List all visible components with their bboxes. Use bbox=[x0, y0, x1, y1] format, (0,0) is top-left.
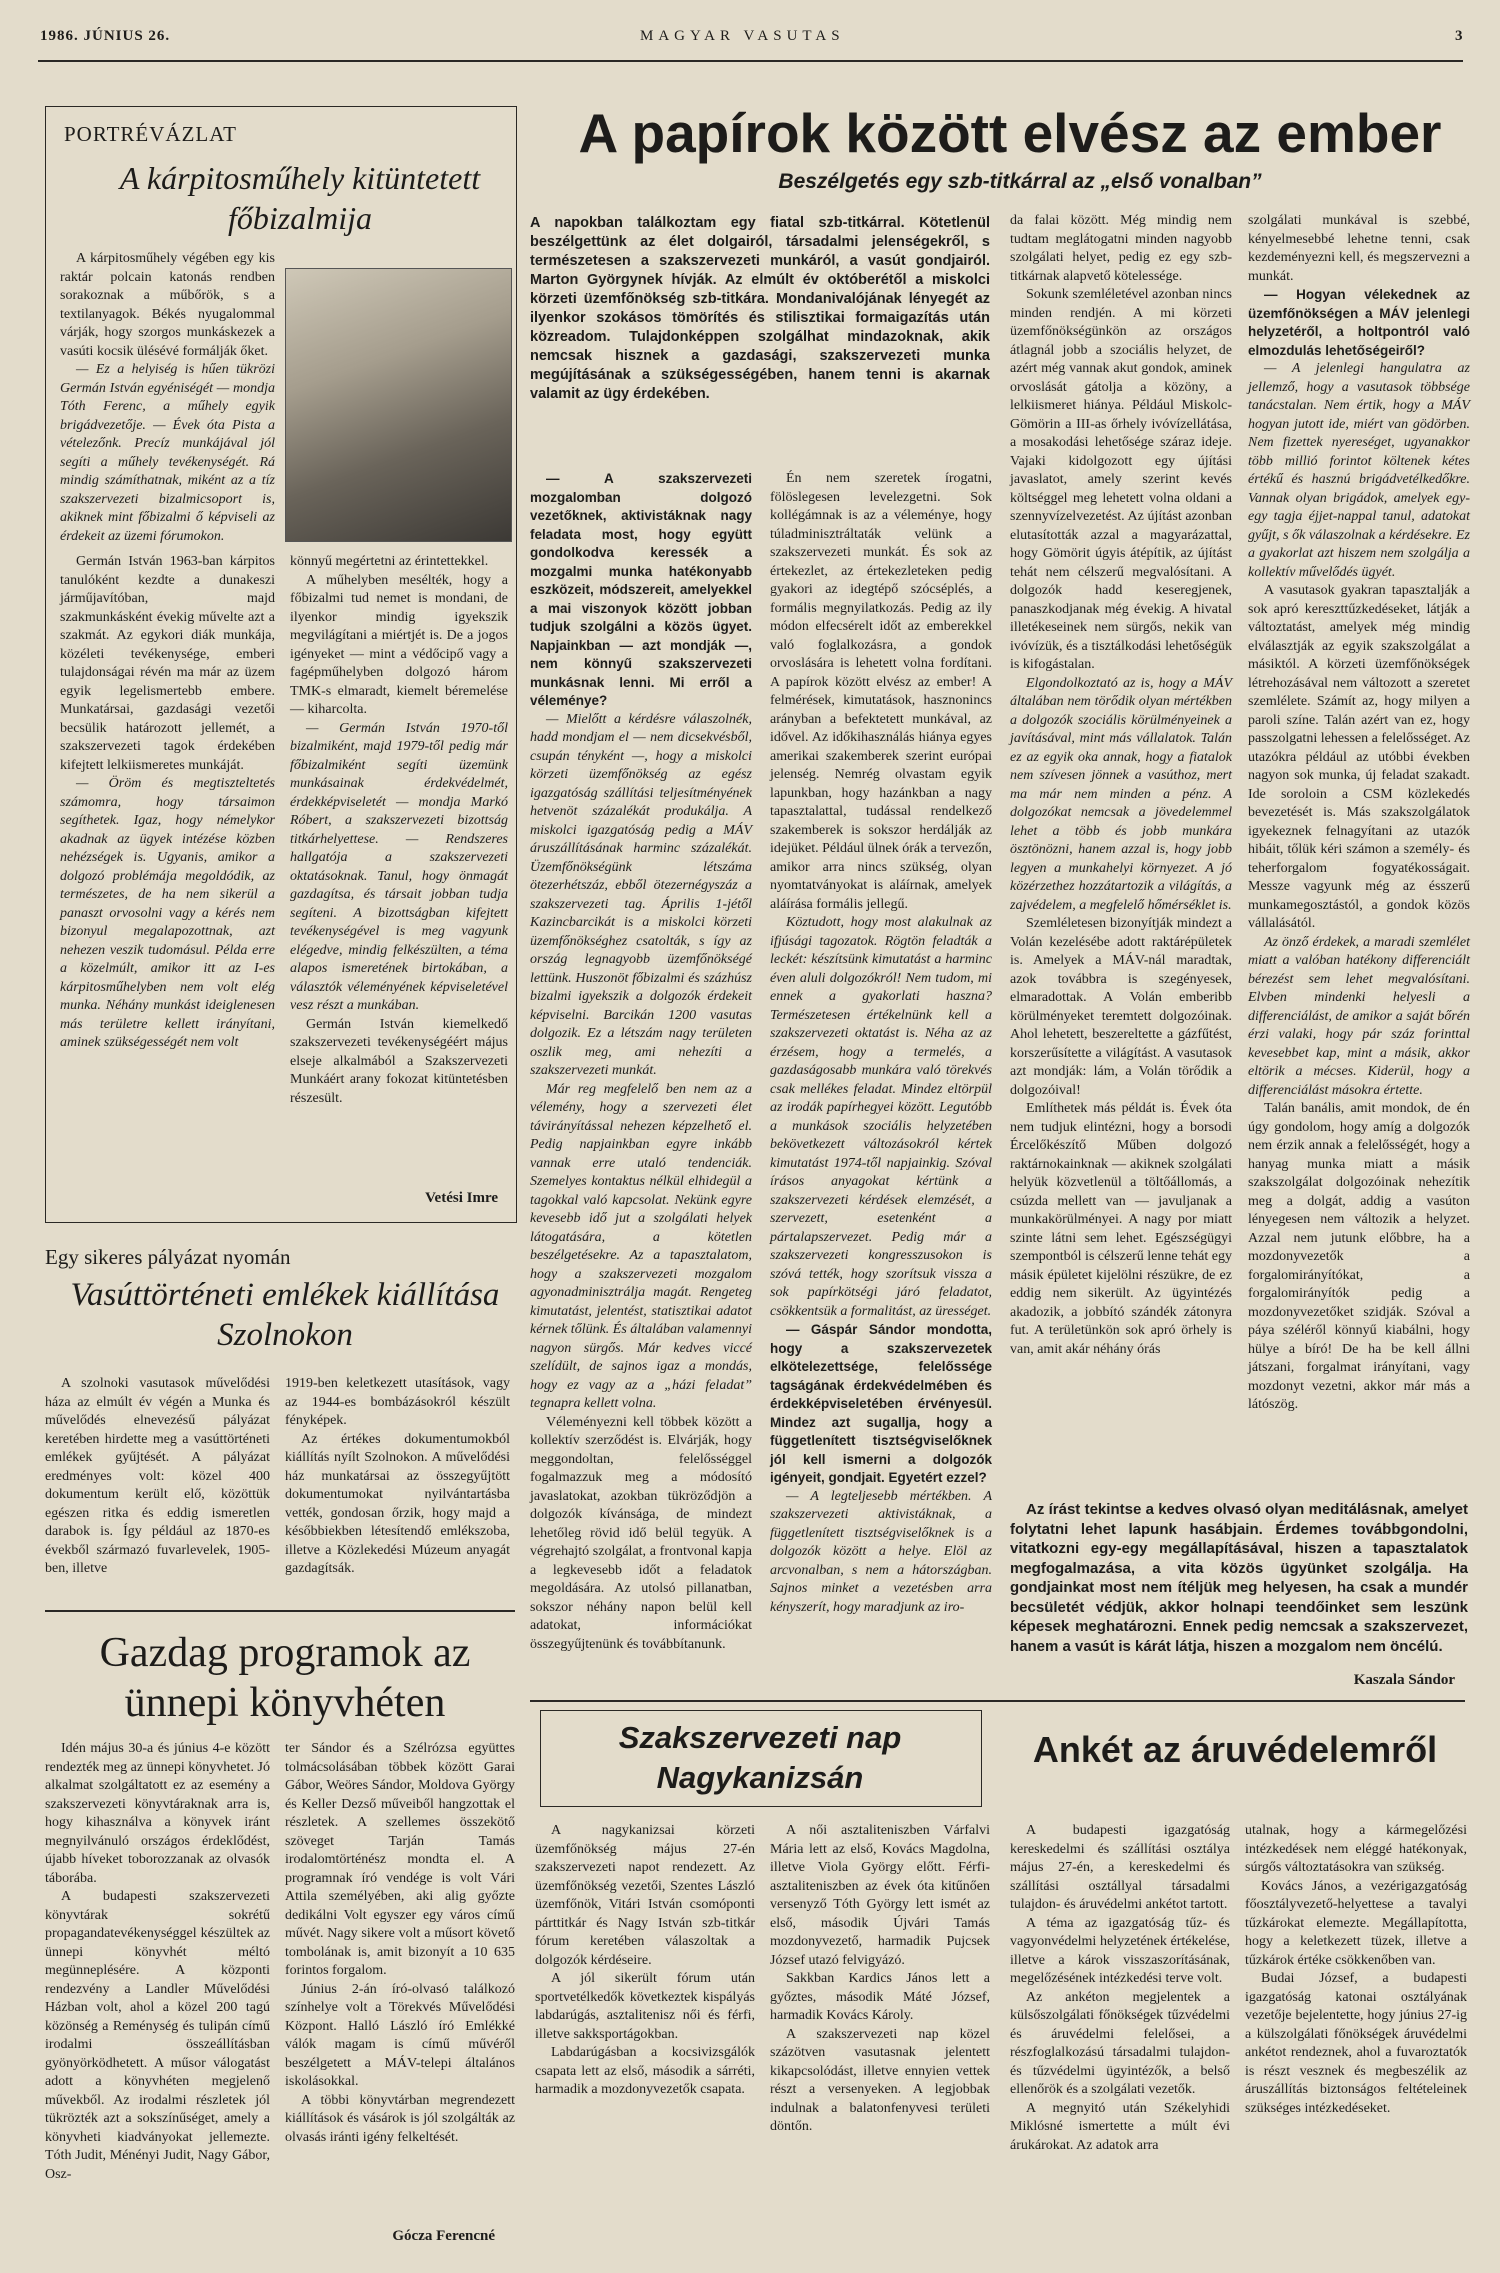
books-author: Gócza Ferencné bbox=[392, 2228, 495, 2244]
main-col-4 bbox=[1248, 212, 1470, 1474]
main-answer-11: Említhetek más példát is. Évek óta nem tudjuk elintézni, hogy a borsodi Ércelőkészítő Műben dolgozó raktárnokainknak — akiknek szolgálati helyük közvetlenül a töltőállomás, a csúzda mellett van — javuljanak a munkakörülményei. A nagy por miatt szinte látni sem lehet. Egészségügyi szempontból is célszerű lenne tehát egy másik épületet kijelölni részükre, de ez eddig nem sikerült. Az ügyintézés akadozik, a jobbító szándék zátonyra fut. A területünkön sok apró örhely is van, amit akár néhány órás bbox=[1010, 1101, 1232, 1357]
portrait-author: Vetési Imre bbox=[425, 1190, 498, 1206]
survey-p2: A téma az igazgatóság tűz- és vagyonvédelmi helyzetének értékelése, illetve a károk visszaszorításának, megelőzésének intézkedési terve volt. bbox=[1010, 1915, 1230, 1986]
books-p3: ter Sándor és a Szélrózsa együttes tolmácsolásában többek között Garai Gábor, Weöres Sándor, Moldova György és Keller Dezső műveiből hangzottak el részletek. A szellemes összekötő szöveget Tarján Tamás irodalomtörténész mondta el. A programnak író vendége is volt Vári Attila személyében, aki alig győzte dedikálni Volt egyszer egy város című művét. Nagy sikere volt a műsort követő tombolának is, amit bizonyít a 10 635 forintos forgalom. bbox=[285, 1741, 515, 1978]
union-day-p1: A nagykanizsai körzeti üzemfőnökség május 27-én szakszervezeti napot rendezett. Az üzemfőnökség vezetői, Szentes László üzemfőnök, Vitári István csomóponti párttitkár és Nagy István szb-titkár fórum keretében válaszoltak a dolgozók kérdéseire. bbox=[535, 1823, 755, 1968]
main-author: Kaszala Sándor bbox=[1353, 1672, 1455, 1688]
main-title: A papírok között elvész az ember bbox=[578, 102, 1442, 164]
exhibit-p1: A szolnoki vasutasok művelődési háza az elmúlt év végén a Munka és művelődés elnevezésű pályázat keretében hirdette meg a vasúttörténeti emlékek gyűjtését. A pályázat eredményes volt: közel 400 dokumentum került elő, közöttük egészen ritka és eddig ismeretlen darabok is. Így például az 1870-es évekből származó fuvarlevelek, 1905-ben, illetve bbox=[45, 1376, 270, 1576]
portrait-p4: — Öröm és megtiszteltetés számomra, hogy társaimon segíthetek. Igaz, hogy némelykor akadnak az ügyek intézése közben nehézségek is. Ugyanis, amikor a dolgozó problémája megoldódik, az természetes, de ha nem sikerül a panaszt orvosolni vagy a kérés nem bizonyul megalapozottnak, azt nehezen veszik tudomásul. Példa erre a közelmúlt, amikor itt az I-es kárpitosműhelyben nem volt elég munka. Néhány munkást ideiglenesen más területre kellett irányítani, aminek szükségességét nem volt bbox=[60, 776, 275, 1050]
main-answer-5: Köztudott, hogy most alakulnak az ifjúsági tagozatok. Rögtön feladták a leckét: készítsünk kimutatást a harminc éven aluli dolgozókról! Nem tudom, mi ennek a gyakorlati haszna? Természetesen értékelnünk kell a szakszervezeti oktatást is. Néha az az érzésem, hogy a termelés, a gazdaságosabb munkára való törekvés csak mellékes feladat. Mindez eltörpül az irodák papírhegyei között. Legutóbb a munkások szociális helyzetében bekövetkezett változásokról kértek kimutatást 1974-től napjainkig. Szóval írásos anyagokat kértünk a szakszervezeti kérdések elemzését, a szervezett, esetenként a pártalapszervezet. Pedig már a szakszervezeti kongresszusokon is szóvá tették, hogy szorítsuk vissza a sok papírkötségi járó feladatot, csökkentsük a formalitást, az ürességet. bbox=[770, 915, 992, 1319]
union-day-p2: A jól sikerült fórum után sportvetélkedők következtek kispályás labdarúgás, asztalitenisz női és férfi, illetve sakksportágokban. bbox=[535, 1971, 755, 2042]
exhibit-p2: 1919-ben keletkezett utasítások, vagy az 1944-es bombázásokról készült fényképek. bbox=[285, 1376, 510, 1428]
portrait-p6: A műhelyben mesélték, hogy a főbizalmi tud nemet is mondani, de ilyenkor mindig igyekszik megvilágítani a miértjét is. De a jogos igényeket — mint a védőcipő vagy a fagépműhelyben dolgozó három TMK-s elmaradt, kiemelt béremelése — kiharcolta. bbox=[290, 572, 508, 717]
portrait-kicker: PORTRÉVÁZLAT bbox=[64, 122, 237, 146]
header-page-number: 3 bbox=[1455, 28, 1464, 44]
exhibit-title: Vasúttörténeti emlékek kiállítása Szolnokon bbox=[70, 1277, 500, 1353]
main-question-2: — Gáspár Sándor mondotta, hogy a szakszervezetek elkötelezettsége, felelőssége tagságának érdekvédelmében és érdekképviseletében érvényesül. Mindez azt sugallja, hogy a függetlenített tisztségviselőknek jól kell ismerni a dolgozók igényeit, gondjait. Egyetért ezzel? bbox=[770, 1322, 992, 1485]
survey-col-2 bbox=[1245, 1822, 1467, 2262]
main-answer-7: da falai között. Még mindig nem tudtam meglátogatni minden nagyobb szolgálati helyet, pedig ez egy szb-titkárnak alapvető kötelessége. bbox=[1010, 213, 1232, 284]
main-answer-16: Talán banális, amit mondok, de én úgy gondolom, hogy amíg a dolgozók nem érzik annak a felelősségét, hogy a hanyag munka miatt a másik szakszolgálat dolgozóinak nehezítik meg a dolgát, addig a vasúton lényegesen nem változik a helyzet. Azzal nem jutunk előbbre, ha a mozdonyvezetők a forgalomirányítókat, a forgalomirányítók pedig a mozdonyvezetőket szidják. Szóval a páya széléről könnyű kiabálni, hogy hülye a bíró! De ha be kell állni játszani, forgalmat irányítani, vagy mozdonyt vezetni, akkor már más a látószög. bbox=[1248, 1101, 1470, 1412]
union-day-col-1 bbox=[535, 1822, 755, 2262]
union-day-col-2 bbox=[770, 1822, 990, 2262]
exhibit-col-1 bbox=[45, 1375, 270, 1595]
portrait-p2: — Ez a helyiség is hűen tükrözi Germán István egyéniségét — mondja Tóth Ferenc, a műhely egyik brigádvezetője. — Évek óta Pista a vételezőnk. Precíz munkájával jól segíti a műhely tevékenységét. Rá mindig számíthatnak, miként az a tíz szakszervezeti bizalmicsoport is, akiknek mint főbizalmi ő képviseli az érdekeit az üzemi fórumokon. bbox=[60, 362, 275, 544]
survey-p6: Kovács János, a vezérigazgatóság főosztályvezető-helyettese a tavalyi tűzkárokat elemezte. Megállapította, hogy a keletkezett tüzek, illetve a tűzkárok értéke csökkenőben van. bbox=[1245, 1878, 1467, 1968]
union-day-p3: Labdarúgásban a kocsivizsgálók csapata lett az első, második a sárréti, harmadik a mozdonyvezetők csapata. bbox=[535, 2045, 755, 2097]
main-answer-6: — A legteljesebb mértékben. A szakszervezeti aktivistáknak, a függetlenített tisztségviselőknek is a dolgozók között a helye. Elöl az arcvonalban, s nem a hátországban. Sajnos minket a vezetésben arra kényszerít, hogy maradjunk az iro- bbox=[770, 1488, 992, 1615]
main-answer-12: szolgálati munkával is szebbé, kényelmesebbé lehetne tenni, csak kezdeményezni kell, és megszervezni a munkát. bbox=[1248, 213, 1470, 284]
main-answer-4: Én nem szeretek írogatni, fölöslegesen levelezgetni. Sok kollégámnak is az a véleménye, hogy túladminisztráltaták velünk a szakszervezeti munkát. És sok az értekezlet, az értekezleteken pedig gyakori az idegtépő szócséplés, a formális megnyilatkozás. Pedig az ily módon elfecsérelt időt az emberekkel való foglalkozásra, a gondok orvoslására is lehetett volna fordítani. A papírok között elvész az ember! A felmérések, kimutatások, hasznonincs arányban a befektetett munkával, az idővel. Az időkihasználás hiánya egyes amerikai szakemberek szerint európai jelenség. Nemrég olvastam egyik lapunkban, hogy hazánkban a nagy tapasztalattal, tudással rendelkező szakemberek is sokszor herdálják az idejüket. Például ülnek órák a tervezőn, amikor arra nincs szükség, olyan nyomtatványokat is aláírnak, amelyek aláírása formális jellegű. bbox=[770, 471, 992, 912]
books-p1: Idén május 30-a és június 4-e között rendezték meg az ünnepi könyvhetet. Jó alkalmat szolgáltatott ez az esemény a szakszervezeti könyvtáraknak arra is, hogy kihasználva a könyvek iránt megnyilvánuló országos érdeklődést, újabb híveket toborozzanak az olvasók táborába. bbox=[45, 1741, 270, 1886]
main-answer-2: Már reg megfelelő ben nem az a vélemény, hogy a szervezeti élet távirányítással nehezen képzelhető el. Pedig napjainkban egyre inkább vannak erre utaló tendenciák. Szemelyes kontaktus nélkül elhidegül a tagokkal való kapcsolat. Nekünk egyre kevesebb idő jut a szolgálati helyek látogatására, a kötetlen beszélgetésekre. Az a tapasztalatom, hogy a szakszervezeti mozgalom agyonadminisztrálja magát. Rengeteg kimutatást, jelentést, statisztikai adatot kérnek tőlünk. És általában valamennyi nagyon sürgős. Már kedves viccé szelídült, de sajnos igaz a mondás, hogy ez vagy az a „házi feladat” tegnapra kellett volna. bbox=[530, 1081, 752, 1411]
union-day-p6: A szakszervezeti nap közel százötven vasutasnak jelentett kikapcsolódást, illetve ennyien vettek részt a versenyeken. A legjobbak indulnak a balatonfenyvesi területi döntőn. bbox=[770, 2026, 990, 2134]
main-question-1: — A szakszervezeti mozgalomban dolgozó vezetőknek, aktivistáknak nagy feladata most, hogy együtt gondolkodva keressék a mozgalmi munka hatékonyabb eszközeit, módszereit, amelyekkel a mai viszonyok között jobban tudjuk szolgálni a közös ügyet. Napjainkban — azt mondják —, nem könnyű szakszervezeti munkásnak lenni. Mi erről a véleménye? bbox=[530, 471, 752, 708]
portrait-text-3 bbox=[290, 553, 508, 1188]
survey-p5: utalnak, hogy a kármegelőzési intézkedések nem eléggé hatékonyak, súrgős változtatásokra van szükség. bbox=[1245, 1823, 1467, 1875]
main-col-3 bbox=[1010, 212, 1232, 1474]
portrait-p7: — Germán István 1970-től bizalmiként, majd 1979-től pedig már főbizalmiként segíti üzemünk munkásainak érdekvédelmét, érdekképviseletét — mondja Markó Róbert, a szakszervezeti bizottság titkárhelyettese. — Rendszeres hallgatója a szakszervezeti oktatásoknak. Tanul, hogy önmagát gazdagítsa, és társait jobban tudja segíteni. A bizottságban kifejtett tevékenységével is meg vagyunk elégedve, mindig felkészülten, a téma alapos ismeretének birtokában, a választók véleményének képviseletével vesz részt a munkában. bbox=[290, 720, 508, 1013]
exhibit-kicker: Egy sikeres pályázat nyomán bbox=[45, 1245, 291, 1269]
main-answer-1: — Mielőtt a kérdésre válaszolnék, hadd mondjam el — nem dicsekvésből, csupán tényként —, hogy a miskolci körzeti üzemfőnökség az egész igazgatóság szállítási teljesítményének hetvenöt százalékát produkálja. A miskolci igazgatóság pedig a MÁV áruszállításának harminc százalékát. Üzemfőnökségünk létszáma ötezerhétszáz, ebből ötezernégyszáz a szakszervezeti tag. Április 1-jétől Kazincbarcikát is a miskolci körzeti üzemfőnökséghez csatolták, s így az ország legnagyobb üzemfőnökségé lettünk. Huszonöt főbizalmi és százhúsz bizalmi igyekszik a dolgozók érdekeit képviselni. Barcikán 1200 vasutas dolgozik. Ez a létszám nagy területen oszlik meg, ami nehezíti a szakszervezeti munkát. bbox=[530, 711, 752, 1078]
main-answer-8: Sokunk szemléletével azonban nincs minden rendjén. A mi körzeti üzemfőnökségünkön az országos átlagnál jobb a szociális helyzet, de azért még vannak akut gondok, aminek orvoslását gátolja a közöny, a lelkiismeret hiánya. Például Miskolc-Gömörin a III-as őrhely ivóvízellátása, a mosakodási lehetősége száraz ideje. Vajaki kidolgozott egy újítási javaslatot, amely szerint kevés költséggel meg lehetett volna oldani a szennyvízelvezetést. Az újítást azonban elutasították azzal a magyarázattal, hogy Gömörit úgyis átépítik, az újítást tehát nem célszerű megvalósítani. A dolgozók hadd keseregjenek, panaszkodjanak még évekig. A hivatal illetékeseinek nem sürgős, nekik van ivóvízük, és a tisztálkodási lehetőségük is kifogástalan. bbox=[1010, 287, 1232, 672]
books-p4: Június 2-án író-olvasó találkozó színhelye volt a Törekvés Művelődési Központ. Halló László író Emlékké válók magam is című művéről beszélgetett a MÁV-telepi általános iskolásokkal. bbox=[285, 1981, 515, 2089]
main-answer-15: Az önző érdekek, a maradi szemlélet miatt a valóban hatékony differenciált bérezést sem lehet megvalósítani. Elvben mindenki helyesli a differenciálást, de amikor a saját bőrén érzi valaki, hogy pár száz forinttal kevesebbet kap, mint a másik, akkor eltörik a mécses. Kiderül, hogy a differenciálást másokra értette. bbox=[1248, 934, 1470, 1098]
union-day-p4: A női asztaliteniszben Várfalvi Mária lett az első, Kovács Magdolna, illetve Viola György előtt. Férfi-asztaliteniszben az évek óta kitűnően versenyző Tóth György lett ismét az első, második Újvári Tamás mozdonyvezető, harmadik Pujcsek József utazó felvigyázó. bbox=[770, 1823, 990, 1968]
portrait-text-2 bbox=[60, 553, 275, 1198]
portrait-photo bbox=[285, 268, 512, 542]
portrait-p1: A kárpitosműhely végében egy kis raktár polcain katonás rendben sorakoznak a műbőrök, s a textilanyagok. Békés nyugalommal várják, hogy szorgos munkáskezek a vasúti kocsik ülésévé formálják őket. bbox=[60, 251, 275, 359]
header-paper-name: MAGYAR VASUTAS bbox=[640, 28, 845, 44]
portrait-text-1 bbox=[60, 250, 275, 544]
portrait-title: A kárpitosműhely kitüntetett főbizalmija bbox=[119, 160, 481, 236]
portrait-p5: könnyű megértetni az érintettekkel. bbox=[290, 554, 489, 569]
survey-p7: Budai József, a budapesti igazgatóság katonai osztályának vezetője bejelentette, hogy június 27-ig a külszolgálati főnökségek áruvédelmi ankétot rendeznek, ahol a fuvaroztatók is részt vesznek és megbeszélik az áruszállítás biztonságos feltételeinek szükséges intézkedéseket. bbox=[1245, 1971, 1467, 2116]
books-col-2 bbox=[285, 1740, 515, 2220]
exhibit-p3: Az értékes dokumentumokból kiállítás nyílt Szolnokon. A művelődési ház munkatársai az összegyűjtött dokumentumokat nyilvántartásba vették, gondosan őrzik, hogy majd a későbbiekben létesítendő emlékszoba, illetve a Közlekedési Múzeum anyagát gazdagítsák. bbox=[285, 1431, 510, 1576]
survey-p4: A megnyitó után Székelyhidi Miklósné ismertette a múlt évi árukárokat. Az adatok arra bbox=[1010, 2100, 1230, 2153]
main-bottom-rule bbox=[530, 1700, 1465, 1702]
header-date: 1986. JÚNIUS 26. bbox=[40, 28, 171, 44]
main-col-1 bbox=[530, 470, 752, 1652]
books-p5: A többi könyvtárban megrendezett kiállítások és vásárok is jól szolgálták az olvasás iránti igény felkeltését. bbox=[285, 2092, 515, 2145]
main-subtitle: Beszélgetés egy szb-titkárral az „első vonalban” bbox=[778, 170, 1262, 193]
header-rule bbox=[38, 60, 1463, 62]
portrait-p8: Germán István kiemelkedő szakszervezeti tevékenységéért május elseje alkalmából a Szakszervezeti Munkáért arany fokozat kitüntetésben részesült. bbox=[290, 1016, 508, 1106]
books-p2: A budapesti szakszervezeti könyvtárak sokrétű propagandatevékenységgel készültek az ünnepi könyvhét méltó megünneplésére. A központi rendezvény a Landler Művelődési Házban volt, ahol a közel 200 tagú közönség a Reménység és tulipán című irodalmi összeállításban gyönyörködhetett. A műsor válogatást adott a könyvhéten megjelenő művekből. Az irodalmi részletek jól tükrözték azt a sokszínűséget, amely a könyvheti kiadványokat jellemezte. Tóth Judit, Ménényi Judit, Nagy Gábor, Osz- bbox=[45, 1889, 270, 2182]
main-answer-13: — A jelenlegi hangulatra az jellemző, hogy a vasutasok többsége tanácstalan. Nem értik, hogy a MÁV hogyan jutott ide, miért van gödörben. Nem fizettek nyereséget, ugyanakkor több millió forintot költenek kétes értékű és hasznú brigádvetélkedőkre. Vannak olyan brigádok, amelyek egy-egy tagja éjjet-nappal tanul, adatokat gyűjt, s ők válaszolnak a kérdésekre. Ez a gyakorlat azt hiszem nem szolgálja a kollektív művelődés ügyét. bbox=[1248, 361, 1470, 580]
survey-title: Ankét az áruvédelemről bbox=[1032, 1729, 1438, 1770]
main-answer-3: Véleményezni kell többek között a kollektív szerződést is. Elvárják, hogy meggondoltan, felelősséggel fogalmazzuk meg a módosító javaslatokat, azokban tükröződjön a dolgozók kívánsága, de mindezt lehetőleg rövid idő belül tegyük. A végrehajtó szolgálat, a frontvonal kapja a legkevesebb időt a feladatok megoldására. Az utolsó pillanatban, sokszor néhány napon belül kell adatokat, információkat összegyűjtenünk és továbbítanunk. bbox=[530, 1414, 752, 1652]
portrait-p3: Germán István 1963-ban kárpitos tanulóként kezdte a dunakeszi járműjavítóban, majd szakmunkásként évekig művelte azt a szakmát. Az egykori diák munkája, közéleti tevékenysége, emberi tulajdonságai révén ma már az üzem egyik legelismertebb embere. Munkatársai, gazdasági vezetői becsülik határozott jellemét, a szakszervezeti tagok érdekében kifejtett lelkiismeretes munkáját. bbox=[60, 554, 275, 773]
main-col-2 bbox=[770, 470, 992, 1620]
exhibit-col-2 bbox=[285, 1375, 510, 1595]
main-lead: A napokban találkoztam egy fiatal szb-titkárral. Kötetlenül beszélgettünk az élet dolgairól, társadalmi jelenségekről, s természetesen a szakszervezeti munkáról, a vasút gondjairól. Marton Györgynek hívják. Az elmúlt év októberétől a miskolci körzeti üzemfőnökség szb-titkára. Mondanivalójának lényegét az ilyenkor szokásos tömörítés és stilisztikai formaigazítás után közreadom. Tulajdonképpen szolgálhat mindazoknak, akik nemcsak hisznek a gazdasági, szakszervezeti munka megújításának a szükségességében, hanem tenni is akarnak valamit az ügy érdekében. bbox=[530, 215, 990, 402]
books-col-1 bbox=[45, 1740, 270, 2240]
main-question-3: — Hogyan vélekednek az üzemfőnökségen a MÁV jelenlegi helyzetéről, a holtpontról való elmozdulás lehetőségeiről? bbox=[1248, 287, 1470, 358]
survey-p3: Az ankéton megjelentek a külsőszolgálati főnökségek tűzvédelmi és áruvédelmi felelősei, a részfoglalkozású társadalmi tulajdon- és tűzvédelmi ügyintézők, a belső ellenőrök és a szolgálati vezetők. bbox=[1010, 1989, 1230, 2097]
survey-col-1 bbox=[1010, 1822, 1230, 2262]
union-day-p5: Sakkban Kardics János lett a győztes, második Máté József, harmadik Kovács Károly. bbox=[770, 1971, 990, 2023]
survey-p1: A budapesti igazgatóság kereskedelmi és szállítási osztálya május 27-én, a kereskedelmi és szállítási osztállyal társadalmi tulajdon- és áruvédelmi ankétot tartott. bbox=[1010, 1823, 1230, 1912]
books-title: Gazdag programok az ünnepi könyvhéten bbox=[99, 1630, 471, 1726]
main-closing: Az írást tekintse a kedves olvasó olyan meditálásnak, amelyet folytatni lehet lapunk hasábjain. Érdemes továbbgondolni, vitatkozni egy-egy megállapításával, hiszen a tapasztalatok megfogalmazása, a vita közös ügyünket szolgálja. Ha gondjainkat most nem ítéljük meg helyesen, ha csak a mundér becsületét védjük, akkor holnapi teendőinket sem leszünk képesek meghatározni. Ennek pedig nemcsak a szakszervezet, hanem a vasút is kárát látja, hiszen a mozgalom nem öncélú. bbox=[1010, 1501, 1468, 1655]
main-answer-10: Szemléletesen bizonyítják mindezt a Volán kezelésébe adott raktárépületek is. Amelyek a MÁV-nál maradtak, azok továbbra is szegényesek, elmaradottak. A Volán emberibb körülményeket teremtett dolgozóinak. Ahol lehetett, beszereltette a gázfűtést, korszerűsítette a világítást. A vasutasok azt mondják: lám, a Volán törődik a dolgozóival! bbox=[1010, 916, 1232, 1098]
main-answer-9: Elgondolkoztató az is, hogy a MÁV általában nem törődik olyan mértékben a dolgozók szociális körülményeinek a javításával, mint más vállalatok. Talán ez az egyik oka annak, hogy a fiatalok nem szívesen jönnek a vasúthoz, mert ma már nem minden a pénz. A dolgozókat nemcsak a jövedelemmel lehet a több és jobb munkára ösztönözni, hanem azzal is, hogy jobb legyen a munkahelyi környezet. A jó közérzethez hozzátartozik a világítás, a zajvédelem, a megfelelő hőmérséklet is. bbox=[1010, 675, 1232, 913]
main-answer-14: A vasutasok gyakran tapasztalják a sok apró kereszttűzkedéseket, látják a változtatást, amelyek még mindig elválasztják az egyik szakszolgálat a másiktól. A körzeti üzemfőnökségek létrehozásával nem változott a szeretet szemlélete. Számít az, hogy milyen a paroli színe. Talán azért van ez, hogy passzolgatni lehessen a felelősséget. Az utazókra például az utóbbi években nagyon sok munka, új feladat szakadt. Ide soroloin a CSM közlekedés bevezetését is. Más szakszolgálatok igyekeznek felnagyítani az utazók hibáit, tőlük kéri számon a személy- és teherforgalom fogyatékosságait. Messze vagyunk még az ésszerű munkamegosztástól, a gondok közös vállalásától. bbox=[1248, 583, 1470, 931]
union-day-title: Szakszervezeti nap Nagykanizsán bbox=[618, 1720, 902, 1795]
exhibit-rule bbox=[45, 1610, 515, 1612]
